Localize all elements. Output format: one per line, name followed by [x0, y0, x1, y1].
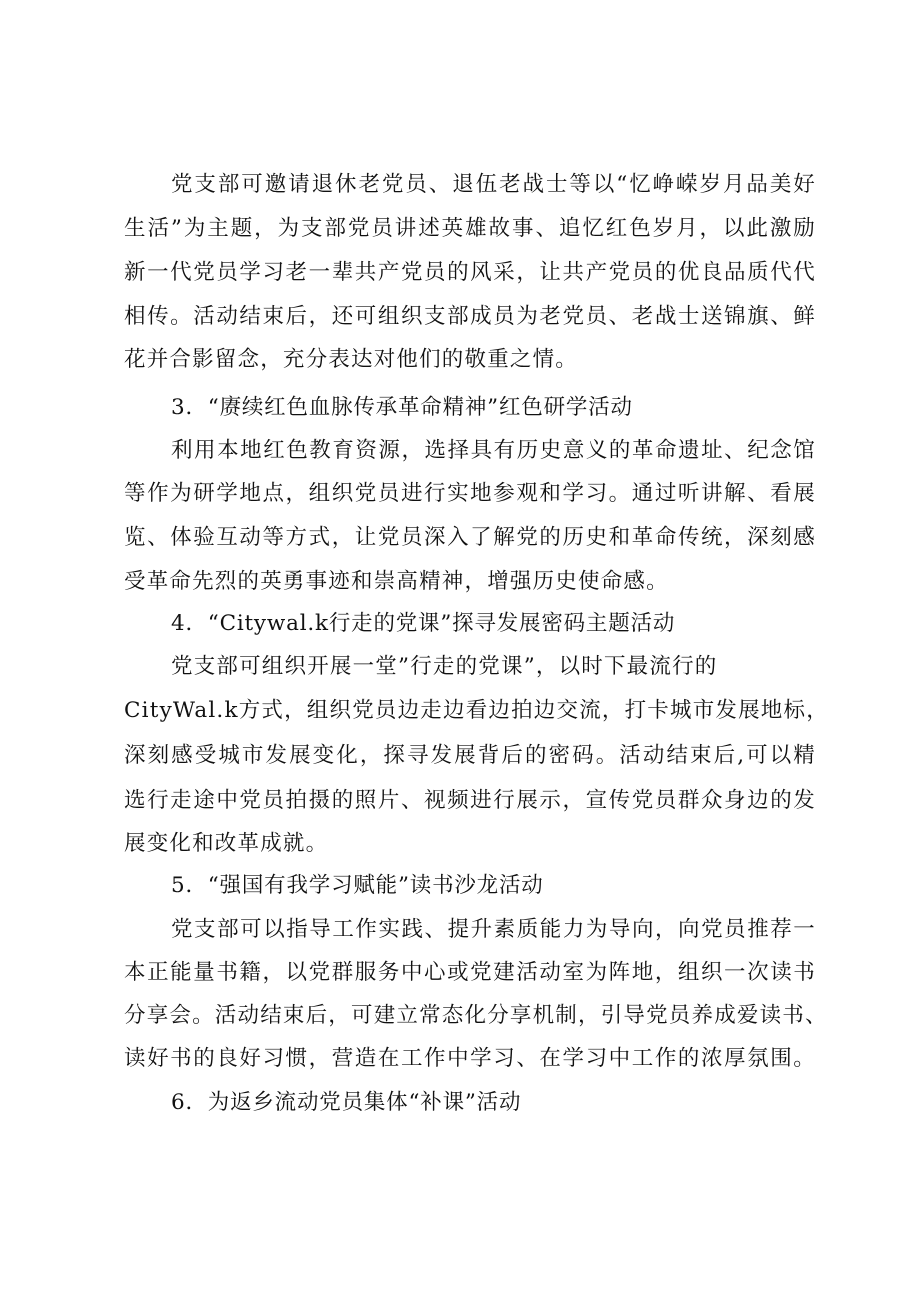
paragraph-line: 本正能量书籍，以党群服务中心或党建活动室为阵地，组织一次读书: [124, 960, 816, 985]
section-heading: 5．“强国有我学习赋能”读书沙龙活动: [171, 873, 544, 898]
section-heading: 6．为返乡流动党员集体“补课”活动: [171, 1090, 522, 1115]
paragraph-line: 利用本地红色教育资源，选择具有历史意义的革命遗址、纪念馆: [171, 438, 816, 463]
paragraph-line: 受革命先烈的英勇事迹和崇高精神，增强历史使命感。: [124, 569, 669, 594]
section-heading: 3．“赓续红色血脉传承革命精神”红色研学活动: [171, 395, 633, 420]
paragraph-line: 读好书的良好习惯，营造在工作中学习、在学习中工作的浓厚氛围。: [124, 1046, 816, 1071]
paragraph-line: 分享会。活动结束后，可建立常态化分享机制，引导党员养成爱读书、: [124, 1003, 828, 1028]
paragraph-line: CityWal.k方式，组织党员边走边看边拍边交流，打卡城市发展地标，: [124, 698, 829, 723]
paragraph-line: 党支部可邀请退休老党员、退伍老战士等以“忆峥嵘岁月品美好: [171, 172, 816, 197]
paragraph-line: 选行走途中党员拍摄的照片、视频进行展示，宣传党员群众身边的发: [124, 788, 816, 813]
paragraph-line: 党支部可以指导工作实践、提升素质能力为导向，向党员推荐一: [171, 917, 816, 942]
paragraph-line: 相传。活动结束后，还可组织支部成员为老党员、老战士送锦旗、鲜: [124, 304, 816, 329]
paragraph-line: 花并合影留念，充分表达对他们的敬重之情。: [124, 347, 579, 372]
paragraph-line: 等作为研学地点，组织党员进行实地参观和学习。通过听讲解、看展: [124, 481, 816, 506]
paragraph-line: 览、体验互动等方式，让党员深入了解党的历史和革命传统，深刻感: [124, 525, 816, 550]
paragraph-line: 展变化和改革成就。: [124, 831, 329, 856]
section-heading: 4．“Citywal.k行走的党课”探寻发展密码主题活动: [171, 611, 676, 636]
paragraph-line: 党支部可组织开展一堂”行走的党课”，以时下最流行的: [171, 654, 718, 679]
paragraph-line: 生活”为主题，为支部党员讲述英雄故事、追忆红色岁月，以此激励: [124, 216, 816, 241]
paragraph-line: 新一代党员学习老一辈共产党员的风采，让共产党员的优良品质代代: [124, 260, 816, 285]
paragraph-line: 深刻感受城市发展变化，探寻发展背后的密码。活动结束后,可以精: [124, 743, 816, 768]
